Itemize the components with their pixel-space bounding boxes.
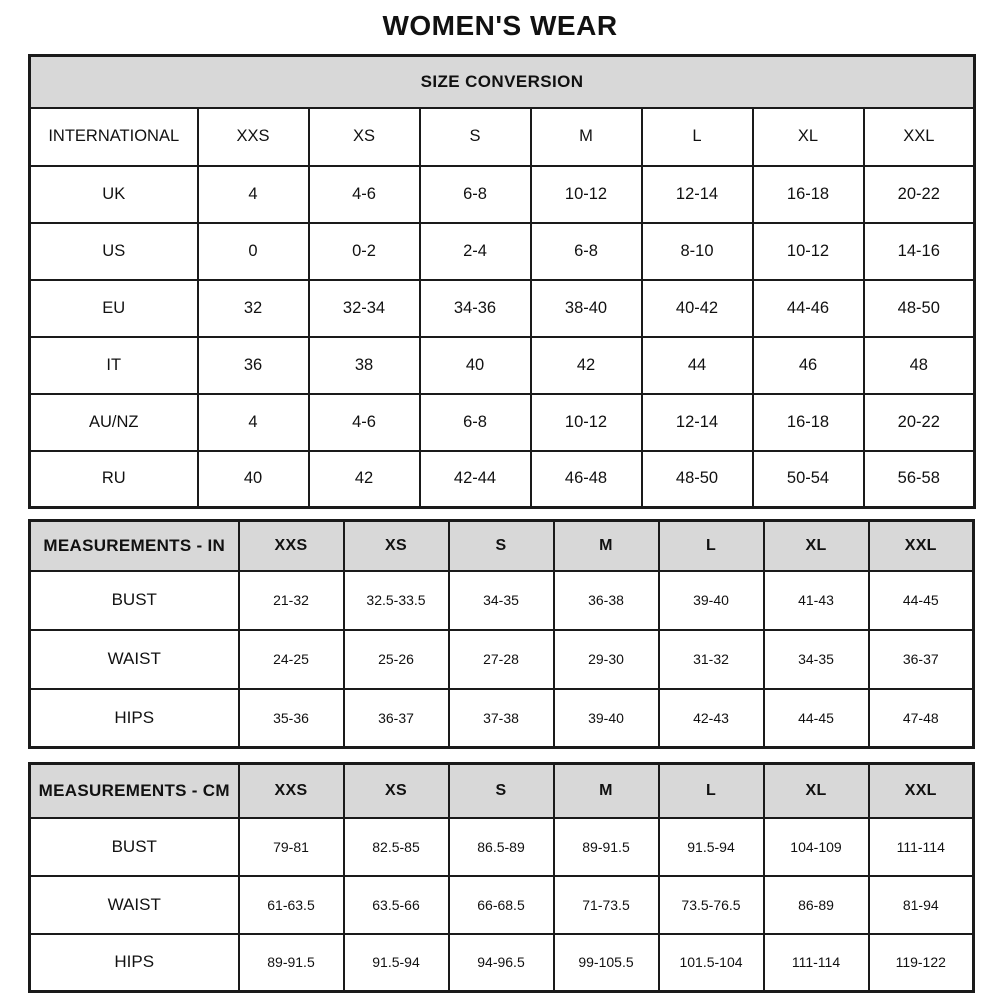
table-cell: 66-68.5 (449, 876, 554, 934)
table-cell: 36-37 (344, 689, 449, 748)
size-column-header: XXS (198, 108, 309, 166)
measurements-cm-header-row (30, 764, 974, 818)
table-cell: 0 (198, 223, 309, 280)
table-cell: 0-2 (309, 223, 420, 280)
size-conversion-body (30, 166, 975, 508)
table-cell: 16-18 (753, 166, 864, 223)
table-cell: 86-89 (764, 876, 869, 934)
table-cell: 10-12 (531, 394, 642, 451)
table-cell: 10-12 (531, 166, 642, 223)
page-title: WOMEN'S WEAR (382, 10, 618, 41)
table-cell: 34-35 (449, 571, 554, 630)
table-cell: 14-16 (864, 223, 975, 280)
table-cell: 44-45 (869, 571, 974, 630)
measurements-in-header-row (30, 521, 974, 571)
table-cell: 24-25 (239, 630, 344, 689)
size-column-header: XXL (869, 764, 974, 818)
table-cell: 12-14 (642, 166, 753, 223)
table-cell: 20-22 (864, 166, 975, 223)
table-cell: 4 (198, 166, 309, 223)
size-column-header: M (531, 108, 642, 166)
table-cell: 91.5-94 (659, 818, 764, 876)
table-cell: 42-43 (659, 689, 764, 748)
table-cell: 99-105.5 (554, 934, 659, 992)
table-cell: 44 (642, 337, 753, 394)
table-cell: 27-28 (449, 630, 554, 689)
table-cell: 81-94 (869, 876, 974, 934)
table-cell: 6-8 (420, 166, 531, 223)
row-label: BUST (30, 818, 239, 876)
table-cell: 32.5-33.5 (344, 571, 449, 630)
table-cell: 42 (309, 451, 420, 508)
size-column-header: XL (753, 108, 864, 166)
table-cell: 56-58 (864, 451, 975, 508)
size-column-header: XXS (239, 521, 344, 571)
row-label: IT (30, 337, 198, 394)
measurements-cm-body (30, 818, 974, 992)
table-cell: 46-48 (531, 451, 642, 508)
table-cell: 34-35 (764, 630, 869, 689)
measurements-cm-table (28, 762, 975, 993)
table-cell: 4-6 (309, 166, 420, 223)
table-cell: 91.5-94 (344, 934, 449, 992)
table-row (30, 934, 974, 992)
table-cell: 61-63.5 (239, 876, 344, 934)
table-cell: 71-73.5 (554, 876, 659, 934)
table-cell: 46 (753, 337, 864, 394)
size-column-header: XS (344, 764, 449, 818)
size-column-header: XL (764, 521, 869, 571)
table-cell: 40-42 (642, 280, 753, 337)
table-cell: 38 (309, 337, 420, 394)
table-cell: 8-10 (642, 223, 753, 280)
table-cell: 86.5-89 (449, 818, 554, 876)
table-cell: 47-48 (869, 689, 974, 748)
table-cell: 36-37 (869, 630, 974, 689)
size-conversion-column-row (30, 108, 975, 166)
size-conversion-label-column-header: INTERNATIONAL (30, 108, 198, 166)
table-cell: 50-54 (753, 451, 864, 508)
table-cell: 10-12 (753, 223, 864, 280)
table-cell: 89-91.5 (554, 818, 659, 876)
table-cell: 44-46 (753, 280, 864, 337)
row-label: AU/NZ (30, 394, 198, 451)
table-row (30, 818, 974, 876)
table-cell: 20-22 (864, 394, 975, 451)
table-cell: 41-43 (764, 571, 869, 630)
table-cell: 6-8 (531, 223, 642, 280)
measurements-in-body (30, 571, 974, 748)
table-cell: 35-36 (239, 689, 344, 748)
table-row (30, 689, 974, 748)
table-cell: 36-38 (554, 571, 659, 630)
table-cell: 42-44 (420, 451, 531, 508)
table-cell: 25-26 (344, 630, 449, 689)
size-conversion-header: SIZE CONVERSION (30, 56, 975, 108)
table-cell: 82.5-85 (344, 818, 449, 876)
table-cell: 16-18 (753, 394, 864, 451)
row-label: UK (30, 166, 198, 223)
table-cell: 73.5-76.5 (659, 876, 764, 934)
table-cell: 29-30 (554, 630, 659, 689)
table-row (30, 166, 975, 223)
size-column-header: M (554, 764, 659, 818)
row-label: HIPS (30, 689, 239, 748)
table-cell: 79-81 (239, 818, 344, 876)
table-cell: 111-114 (764, 934, 869, 992)
table-cell: 40 (198, 451, 309, 508)
table-cell: 4-6 (309, 394, 420, 451)
table-cell: 34-36 (420, 280, 531, 337)
row-label: HIPS (30, 934, 239, 992)
size-column-header: XS (309, 108, 420, 166)
table-row (30, 337, 975, 394)
table-cell: 12-14 (642, 394, 753, 451)
table-cell: 40 (420, 337, 531, 394)
size-conversion-table (28, 54, 976, 509)
table-cell: 39-40 (659, 571, 764, 630)
table-cell: 32 (198, 280, 309, 337)
table-row (30, 223, 975, 280)
table-cell: 42 (531, 337, 642, 394)
size-column-header: XL (764, 764, 869, 818)
size-column-header: XXS (239, 764, 344, 818)
table-cell: 4 (198, 394, 309, 451)
size-column-header: XS (344, 521, 449, 571)
table-cell: 94-96.5 (449, 934, 554, 992)
table-cell: 48-50 (642, 451, 753, 508)
table-row (30, 630, 974, 689)
row-label: US (30, 223, 198, 280)
table-row (30, 394, 975, 451)
row-label: WAIST (30, 630, 239, 689)
size-column-header: XXL (869, 521, 974, 571)
table-row (30, 876, 974, 934)
table-row (30, 571, 974, 630)
table-cell: 32-34 (309, 280, 420, 337)
size-column-header: S (420, 108, 531, 166)
table-cell: 21-32 (239, 571, 344, 630)
measurements-in-table (28, 519, 975, 749)
table-cell: 31-32 (659, 630, 764, 689)
row-label: EU (30, 280, 198, 337)
table-cell: 119-122 (869, 934, 974, 992)
measurements-in-header: MEASUREMENTS - IN (30, 521, 239, 571)
table-cell: 36 (198, 337, 309, 394)
row-label: BUST (30, 571, 239, 630)
table-cell: 6-8 (420, 394, 531, 451)
table-row (30, 280, 975, 337)
table-cell: 48-50 (864, 280, 975, 337)
table-cell: 37-38 (449, 689, 554, 748)
row-label: RU (30, 451, 198, 508)
size-column-header: S (449, 521, 554, 571)
table-cell: 2-4 (420, 223, 531, 280)
size-column-header: L (659, 521, 764, 571)
table-cell: 44-45 (764, 689, 869, 748)
table-cell: 48 (864, 337, 975, 394)
size-column-header: L (659, 764, 764, 818)
table-cell: 104-109 (764, 818, 869, 876)
size-column-header: L (642, 108, 753, 166)
table-cell: 101.5-104 (659, 934, 764, 992)
table-cell: 111-114 (869, 818, 974, 876)
size-column-header: XXL (864, 108, 975, 166)
table-cell: 39-40 (554, 689, 659, 748)
table-cell: 89-91.5 (239, 934, 344, 992)
size-column-header: M (554, 521, 659, 571)
row-label: WAIST (30, 876, 239, 934)
table-row (30, 451, 975, 508)
size-column-header: S (449, 764, 554, 818)
table-cell: 63.5-66 (344, 876, 449, 934)
table-cell: 38-40 (531, 280, 642, 337)
measurements-cm-header: MEASUREMENTS - CM (30, 764, 239, 818)
